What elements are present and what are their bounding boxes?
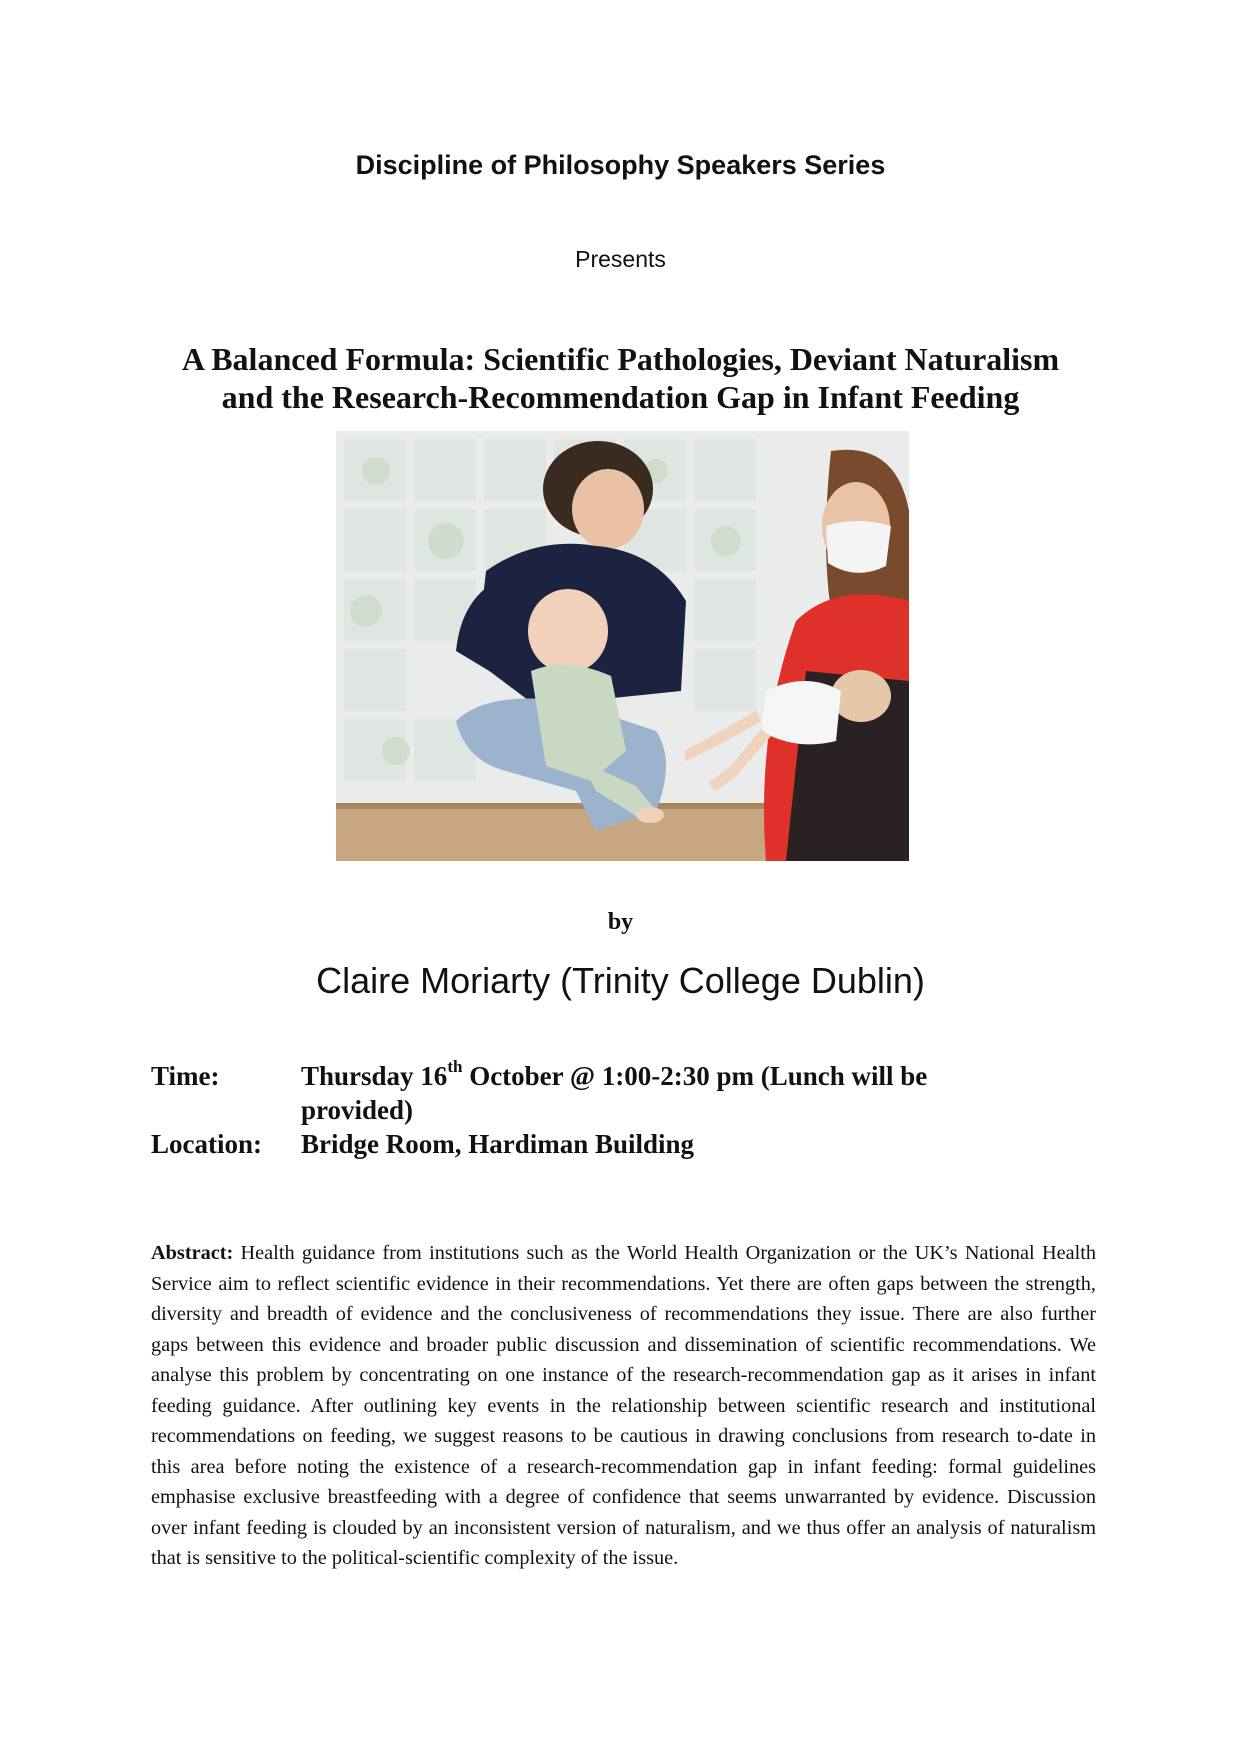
talk-title-line-1: A Balanced Formula: Scientific Pathologies, Deviant Naturalism bbox=[181, 341, 1060, 377]
time-row bbox=[151, 1059, 1101, 1127]
location-label: Location: bbox=[151, 1129, 262, 1159]
time-value bbox=[301, 1059, 1021, 1127]
time-value-day: Thursday 16 bbox=[301, 1061, 448, 1091]
event-photo-illustration bbox=[336, 431, 909, 861]
presents-label: Presents bbox=[575, 246, 666, 272]
talk-title-line-2: and the Research-Recommendation Gap in Infant Feeding bbox=[221, 379, 1020, 415]
location-row bbox=[151, 1127, 1101, 1161]
event-details bbox=[151, 1059, 1101, 1161]
speaker-name: Claire Moriarty (Trinity College Dublin) bbox=[316, 960, 925, 1001]
by-label: by bbox=[607, 909, 634, 935]
location-value: Bridge Room, Hardiman Building bbox=[301, 1129, 695, 1159]
series-title: Discipline of Philosophy Speakers Series bbox=[355, 150, 886, 180]
time-value-rest: October @ 1:00-2:30 pm (Lunch will be provided) bbox=[301, 1061, 928, 1125]
time-value-ordinal: th bbox=[447, 1057, 463, 1076]
talk-title bbox=[100, 340, 1141, 416]
abstract bbox=[151, 1238, 1096, 1574]
time-label: Time: bbox=[151, 1061, 220, 1091]
abstract-text: Health guidance from institutions such as the World Health Organization or the UK’s National Health Service aim to reflect scientific evidence in their recommendations. Yet there are often gaps between the strength, diversity and breadth of evidence and the conclusiveness of recommendations they issue. There are also further gaps between this evidence and broader public discussion and dissemination of scientific recommendations. We analyse this problem by concentrating on one instance of the research-recommendation gap as it arises in infant feeding guidance. After outlining key events in the relationship between scientific research and institutional recommendations on feeding, we suggest reasons to be cautious in drawing conclusions from research to-date in this area before noting the existence of a research-recommendation gap in infant feeding: formal guidelines emphasise exclusive breastfeeding with a degree of confidence that seems unwarranted by evidence. Discussion over infant feeding is clouded by an inconsistent version of naturalism, and we thus offer an analysis of naturalism that is sensitive to the political-scientific complexity of the issue. bbox=[151, 1242, 1096, 1569]
abstract-label: Abstract: bbox=[151, 1242, 234, 1264]
event-photo bbox=[336, 431, 909, 861]
